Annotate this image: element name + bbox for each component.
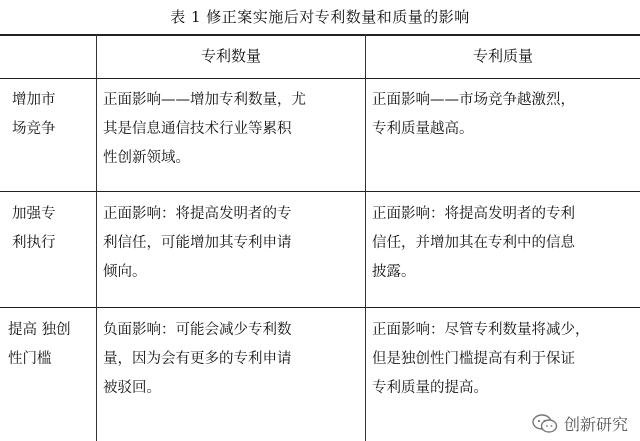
cell-line: 正面影响：将提高发明者的专利 xyxy=(372,206,575,222)
row-label xyxy=(12,200,94,258)
cell-line: 正面影响——增加专利数量，尤 xyxy=(103,92,306,108)
cell-line: 倾向。 xyxy=(103,264,147,280)
row-label xyxy=(12,86,94,144)
header-quality: 专利质量 xyxy=(472,47,533,65)
cell-line: 信任，并增加其在专利中的信息 xyxy=(372,235,575,251)
wechat-icon xyxy=(532,414,558,434)
cell-line: 量，因为会有更多的专利申请 xyxy=(103,351,292,367)
quality-cell xyxy=(372,86,638,144)
cell-line: 其是信息通信技术行业等累积 xyxy=(103,121,292,137)
header-corner xyxy=(0,34,96,78)
watermark xyxy=(530,410,632,437)
cell-line: 利信任，可能增加其专利申请 xyxy=(103,235,292,251)
row-label-line: 增加市 xyxy=(12,92,56,108)
row-label xyxy=(8,316,94,374)
quantity-cell xyxy=(103,200,365,287)
header-quantity: 专利数量 xyxy=(200,47,261,65)
quality-cell xyxy=(372,200,638,287)
cell-line: 正面影响：将提高发明者的专 xyxy=(103,206,292,222)
quality-cell xyxy=(372,316,638,403)
cell-line: 性创新领域。 xyxy=(103,150,190,166)
cell-line: 披露。 xyxy=(372,264,416,280)
column-divider-2 xyxy=(365,34,366,441)
quantity-cell xyxy=(103,86,365,173)
row-label-line: 提高 独创 xyxy=(8,322,71,338)
row-label-line: 利执行 xyxy=(12,235,56,251)
comparison-table xyxy=(0,34,640,441)
column-divider-1 xyxy=(96,34,97,441)
row-label-line: 性门槛 xyxy=(8,351,52,367)
table-caption: 表 1 修正案实施后对专利数量和质量的影响 xyxy=(170,8,470,26)
cell-line: 专利质量的提高。 xyxy=(372,380,488,396)
row-label-line: 场竞争 xyxy=(12,121,56,137)
cell-line: 被驳回。 xyxy=(103,380,161,396)
cell-line: 负面影响：可能会减少专利数 xyxy=(103,322,292,338)
row-label-line: 加强专 xyxy=(12,206,56,222)
cell-line: 专利质量越高。 xyxy=(372,121,474,137)
cell-line: 正面影响：尽管专利数量将减少， xyxy=(372,322,590,338)
watermark-text: 创新研究 xyxy=(563,415,628,434)
quantity-cell xyxy=(103,316,365,403)
cell-line: 正面影响——市场竞争越激烈， xyxy=(372,92,575,108)
cell-line: 但是独创性门槛提高有利于保证 xyxy=(372,351,575,367)
